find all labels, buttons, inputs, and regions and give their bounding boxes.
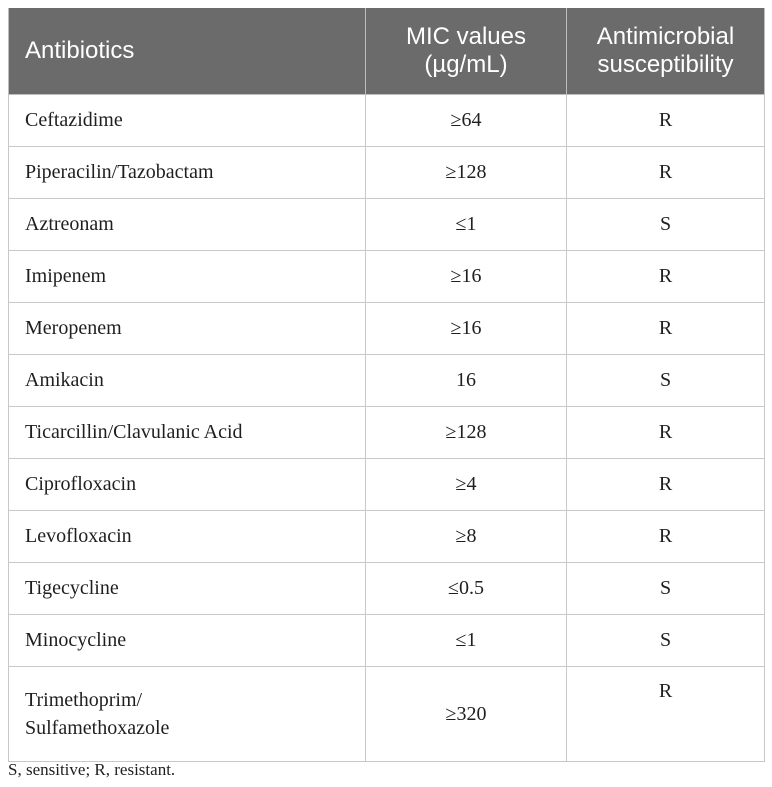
antibiotic-name-line1: Trimethoprim/ (25, 689, 143, 711)
susceptibility-table (8, 8, 765, 762)
susceptibility-value: R (567, 667, 765, 762)
table-row (9, 95, 765, 147)
table-row (9, 407, 765, 459)
susceptibility-value: R (567, 147, 765, 199)
table-row (9, 251, 765, 303)
table-header (9, 8, 765, 95)
table-row (9, 199, 765, 251)
antibiotic-name (9, 667, 366, 762)
mic-value: ≥320 (366, 667, 567, 762)
table-row (9, 459, 765, 511)
susceptibility-value: R (567, 303, 765, 355)
mic-value: ≥16 (366, 303, 567, 355)
mic-value: ≥8 (366, 511, 567, 563)
antibiotic-name: Ciprofloxacin (9, 459, 366, 511)
susceptibility-value: S (567, 199, 765, 251)
header-mic-line2: (µg/mL) (424, 51, 508, 78)
susceptibility-value: S (567, 355, 765, 407)
table-row (9, 511, 765, 563)
table-row (9, 563, 765, 615)
antibiotic-name: Aztreonam (9, 199, 366, 251)
table-row (9, 355, 765, 407)
mic-value: ≤1 (366, 199, 567, 251)
header-antibiotics: Antibiotics (9, 8, 366, 95)
mic-value: ≥16 (366, 251, 567, 303)
antibiotic-name: Minocycline (9, 615, 366, 667)
antibiotic-name: Amikacin (9, 355, 366, 407)
header-sus-line2: susceptibility (597, 51, 734, 78)
susceptibility-value: R (567, 251, 765, 303)
header-row (9, 8, 765, 95)
antibiotic-name: Imipenem (9, 251, 366, 303)
header-sus-line1: Antimicrobial (596, 23, 735, 50)
mic-value: ≥4 (366, 459, 567, 511)
table-row (9, 303, 765, 355)
susceptibility-value: R (567, 511, 765, 563)
susceptibility-value: S (567, 563, 765, 615)
mic-value: ≤0.5 (366, 563, 567, 615)
header-susceptibility (567, 8, 765, 95)
antibiotic-name: Piperacilin/Tazobactam (9, 147, 366, 199)
table-row (9, 615, 765, 667)
mic-value: ≤1 (366, 615, 567, 667)
susceptibility-value: R (567, 459, 765, 511)
antibiotic-name: Meropenem (9, 303, 366, 355)
antibiotic-name: Tigecycline (9, 563, 366, 615)
susceptibility-value: R (567, 95, 765, 147)
susceptibility-value: S (567, 615, 765, 667)
header-mic-line1: MIC values (405, 23, 527, 50)
table-row (9, 667, 765, 762)
table-row (9, 147, 765, 199)
antibiotic-name: Ceftazidime (9, 95, 366, 147)
susceptibility-value: R (567, 407, 765, 459)
mic-value: ≥128 (366, 147, 567, 199)
susceptibility-table-container (8, 8, 764, 762)
antibiotic-name-line2: Sulfamethoxazole (25, 717, 170, 739)
table-body (9, 95, 765, 762)
mic-value: 16 (366, 355, 567, 407)
header-mic-values (366, 8, 567, 95)
table-footnote: S, sensitive; R, resistant. (8, 760, 176, 779)
mic-value: ≥128 (366, 407, 567, 459)
antibiotic-name: Ticarcillin/Clavulanic Acid (9, 407, 366, 459)
antibiotic-name: Levofloxacin (9, 511, 366, 563)
mic-value: ≥64 (366, 95, 567, 147)
